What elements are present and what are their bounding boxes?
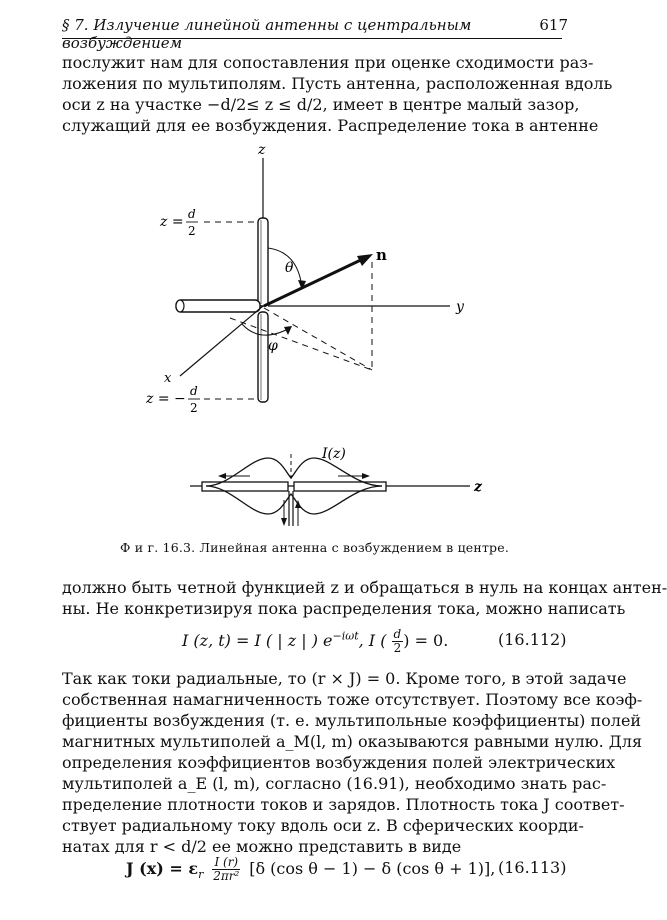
equation-16-112 — [182, 628, 448, 655]
z-axis-label: z — [258, 142, 266, 158]
text-line: натах для r < d/2 ее можно представить в виде — [62, 837, 462, 856]
text-line: пределение плотности токов и зарядов. Плотность тока J соответ- — [62, 795, 625, 814]
top-end-label: z = — [160, 214, 184, 230]
text-line: служащий для ее возбуждения. Распределение тока в антенне — [62, 116, 599, 135]
text-line: должно быть четной функцией z и обращаться в нуль на концах антен- — [62, 578, 667, 597]
y-axis-label: y — [456, 299, 464, 315]
text-line: оси z на участке −d/2≤ z ≤ d/2, имеет в центре малый зазор, — [62, 95, 580, 114]
eq2-frac-den: 2πr² — [213, 869, 240, 883]
header-title: § 7. Излучение линейной антенны с центральным возбуждением — [62, 16, 472, 52]
left-rod-section — [202, 482, 288, 491]
text-line: фициенты возбуждения (т. е. мультипольные коэффициенты) полей — [62, 711, 642, 730]
eq1-tail: , I ( — [358, 631, 387, 650]
text-line: собственная намагниченность тоже отсутствует. Поэтому все коэф- — [62, 690, 643, 709]
antenna-figure — [146, 140, 490, 530]
bottom-end-label: z = − — [146, 391, 186, 407]
figure-caption: Ф и г. 16.3. Линейная антенна с возбуждением в центре. — [120, 540, 510, 555]
text-line: мультиполей a_E (l, m), согласно (16.91), необходимо знать рас- — [62, 774, 607, 793]
eq1-frac-den: 2 — [393, 641, 402, 655]
n-vector-label: n — [376, 246, 387, 264]
x-axis-line — [180, 306, 263, 376]
text-line: ствует радиальному току вдоль оси z. В сферических коорди- — [62, 816, 584, 835]
text-line: ложения по мультиполям. Пусть антенна, расположенная вдоль — [62, 74, 613, 93]
equation-16-113 — [126, 856, 495, 883]
running-header — [62, 14, 568, 52]
lower-z-axis-label: z — [474, 479, 482, 495]
theta-label: θ — [285, 260, 294, 276]
n-vector — [264, 258, 365, 306]
equation-number-16-113: (16.113) — [498, 858, 567, 877]
eq2-frac-num: I (r) — [214, 855, 239, 869]
eq2-lhs: J (x) = ε — [126, 859, 199, 878]
lower-antenna-rod — [258, 312, 268, 402]
top-end-denominator: 2 — [188, 224, 196, 238]
eq1-frac-num: d — [393, 627, 402, 641]
eq1-exponent: −iωt — [332, 629, 359, 643]
feed-line — [176, 300, 260, 312]
phi-label: φ — [268, 338, 278, 354]
paragraph-radial-currents — [62, 668, 643, 857]
text-line: магнитных мультиполей a_M(l, m) оказываются равными нулю. Для — [62, 732, 643, 751]
eq1-main: I (z, t) = I ( | z | ) e — [182, 631, 333, 650]
text-line: послужит нам для сопоставления при оценке сходимости раз- — [62, 53, 594, 72]
projection-diagonal — [264, 308, 372, 370]
text-line: Так как токи радиальные, то (r × J) = 0. Кроме того, в этой задаче — [62, 669, 627, 688]
text-line: определения коэффициентов возбуждения полей электрических — [62, 753, 616, 772]
bottom-end-denominator: 2 — [190, 401, 198, 415]
top-end-numerator: d — [188, 207, 196, 221]
eq2-sub: r — [198, 868, 204, 882]
paragraph-even-function — [62, 577, 667, 619]
upper-antenna-rod — [258, 218, 268, 306]
bottom-end-numerator: d — [190, 384, 198, 398]
paragraph-intro — [62, 52, 613, 136]
text-line: ны. Не конкретизируя пока распределения тока, можно написать — [62, 599, 626, 618]
eq2-rhs: [δ (cos θ − 1) − δ (cos θ + 1)], — [249, 859, 496, 878]
eq1-end: ) = 0. — [403, 631, 449, 650]
current-label: I(z) — [322, 446, 346, 462]
equation-number-16-112: (16.112) — [498, 630, 567, 649]
x-axis-label: x — [164, 371, 172, 386]
page-number: 617 — [539, 16, 568, 34]
